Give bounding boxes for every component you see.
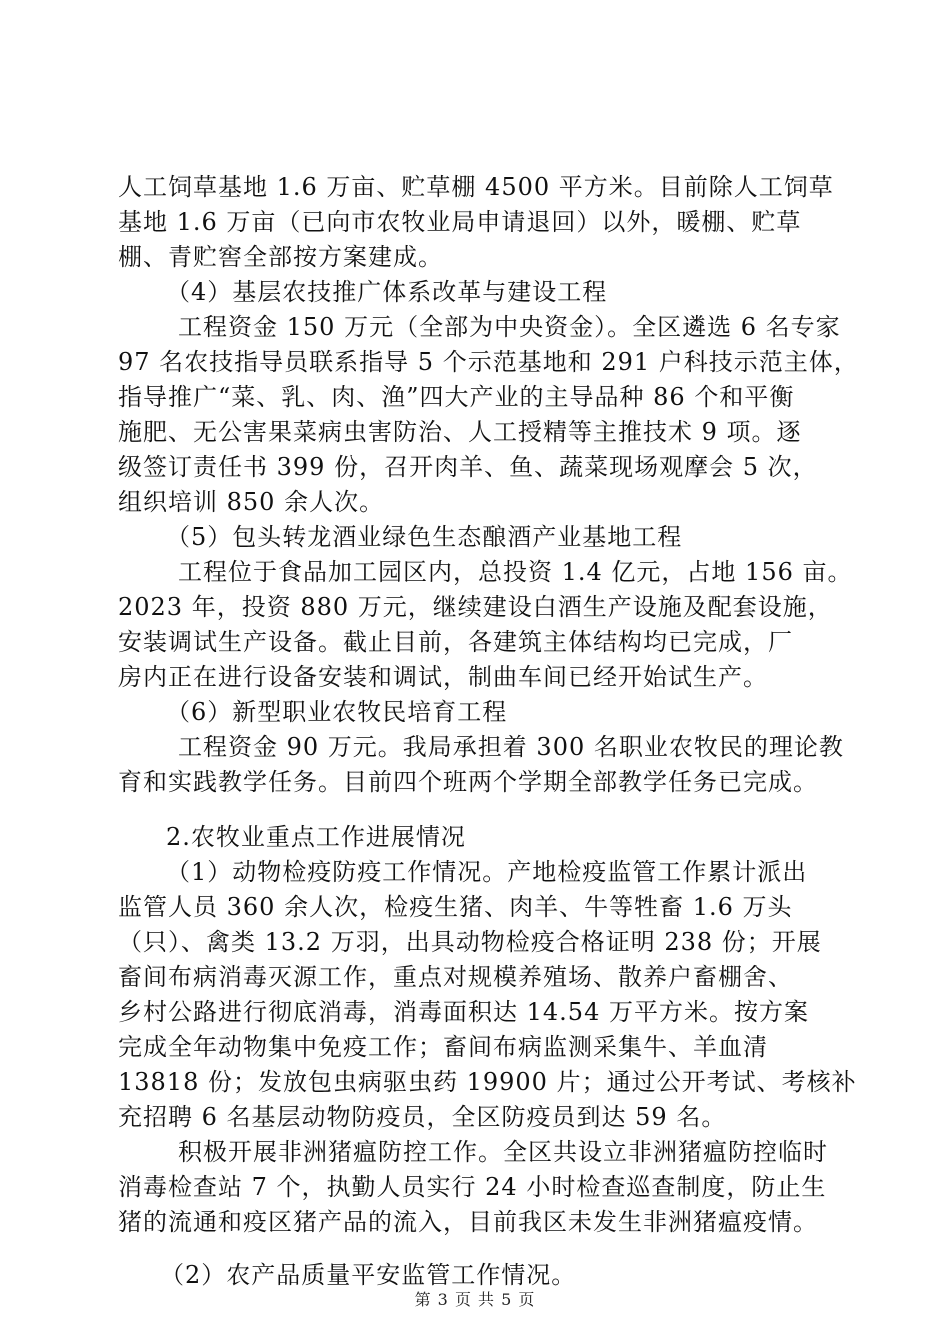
paragraph-line: 畜间布病消毒灭源工作，重点对规模养殖场、散养户畜棚舍、 bbox=[118, 963, 793, 991]
paragraph-line: 97 名农技指导员联系指导 5 个示范基地和 291 户科技示范主体， bbox=[118, 348, 859, 376]
paragraph-line: 工程资金 90 万元。我局承担着 300 名职业农牧民的理论教 bbox=[178, 733, 844, 761]
paragraph-line: 工程位于食品加工园区内，总投资 1.4 亿元，占地 156 亩。 bbox=[178, 558, 853, 586]
paragraph-line: 人工饲草基地 1.6 万亩、贮草棚 4500 平方米。目前除人工饲草 bbox=[118, 173, 834, 201]
section-heading: （5）包头转龙酒业绿色生态酿酒产业基地工程 bbox=[166, 523, 683, 551]
paragraph-line: （只）、禽类 13.2 万羽，出具动物检疫合格证明 238 份；开展 bbox=[118, 928, 822, 956]
paragraph-line: 基地 1.6 万亩（已向市农牧业局申请退回）以外，暖棚、贮草 bbox=[118, 208, 802, 236]
paragraph-line: 消毒检查站 7 个，执勤人员实行 24 小时检查巡查制度，防止生 bbox=[118, 1173, 827, 1201]
paragraph-line: 猪的流通和疫区猪产品的流入，目前我区未发生非洲猪瘟疫情。 bbox=[118, 1208, 818, 1236]
paragraph-line: 2023 年，投资 880 万元，继续建设白酒生产设施及配套设施， bbox=[118, 593, 833, 621]
paragraph-line: 房内正在进行设备安装和调试，制曲车间已经开始试生产。 bbox=[118, 663, 768, 691]
paragraph-line: 13818 份；发放包虫病驱虫药 19900 片；通过公开考试、考核补 bbox=[118, 1068, 857, 1096]
paragraph-line: 棚、青贮窖全部按方案建成。 bbox=[118, 243, 443, 271]
paragraph-line: 级签订责任书 399 份，召开肉羊、鱼、蔬菜现场观摩会 5 次， bbox=[118, 453, 818, 481]
paragraph-line: 充招聘 6 名基层动物防疫员，全区防疫员到达 59 名。 bbox=[118, 1103, 727, 1131]
section-heading: （4）基层农技推广体系改革与建设工程 bbox=[166, 278, 608, 306]
paragraph-line: 施肥、无公害果菜病虫害防治、人工授精等主推技术 9 项。逐 bbox=[118, 418, 802, 446]
paragraph-line: 组织培训 850 余人次。 bbox=[118, 488, 385, 516]
paragraph-line: 完成全年动物集中免疫工作；畜间布病监测采集牛、羊血清 bbox=[118, 1033, 768, 1061]
page-footer: 第 3 页 共 5 页 bbox=[414, 1290, 536, 1309]
paragraph-line: 育和实践教学任务。目前四个班两个学期全部教学任务已完成。 bbox=[118, 768, 818, 796]
paragraph-line: 监管人员 360 余人次，检疫生猪、肉羊、牛等牲畜 1.6 万头 bbox=[118, 893, 793, 921]
paragraph-line: 工程资金 150 万元（全部为中央资金）。全区遴选 6 名专家 bbox=[178, 313, 841, 341]
section-heading: （2）农产品质量平安监管工作情况。 bbox=[160, 1261, 577, 1289]
paragraph-line: 指导推广“菜、乳、肉、渔”四大产业的主导品种 86 个和平衡 bbox=[118, 383, 795, 411]
paragraph-line: 乡村公路进行彻底消毒，消毒面积达 14.54 万平方米。按方案 bbox=[118, 998, 809, 1026]
section-heading: 2.农牧业重点工作进展情况 bbox=[166, 823, 466, 851]
section-heading: （6）新型职业农牧民培育工程 bbox=[166, 698, 508, 726]
paragraph-line: （1）动物检疫防疫工作情况。产地检疫监管工作累计派出 bbox=[166, 858, 808, 886]
paragraph-line: 积极开展非洲猪瘟防控工作。全区共设立非洲猪瘟防控临时 bbox=[178, 1138, 828, 1166]
paragraph-line: 安装调试生产设备。截止目前，各建筑主体结构均已完成，厂 bbox=[118, 628, 793, 656]
